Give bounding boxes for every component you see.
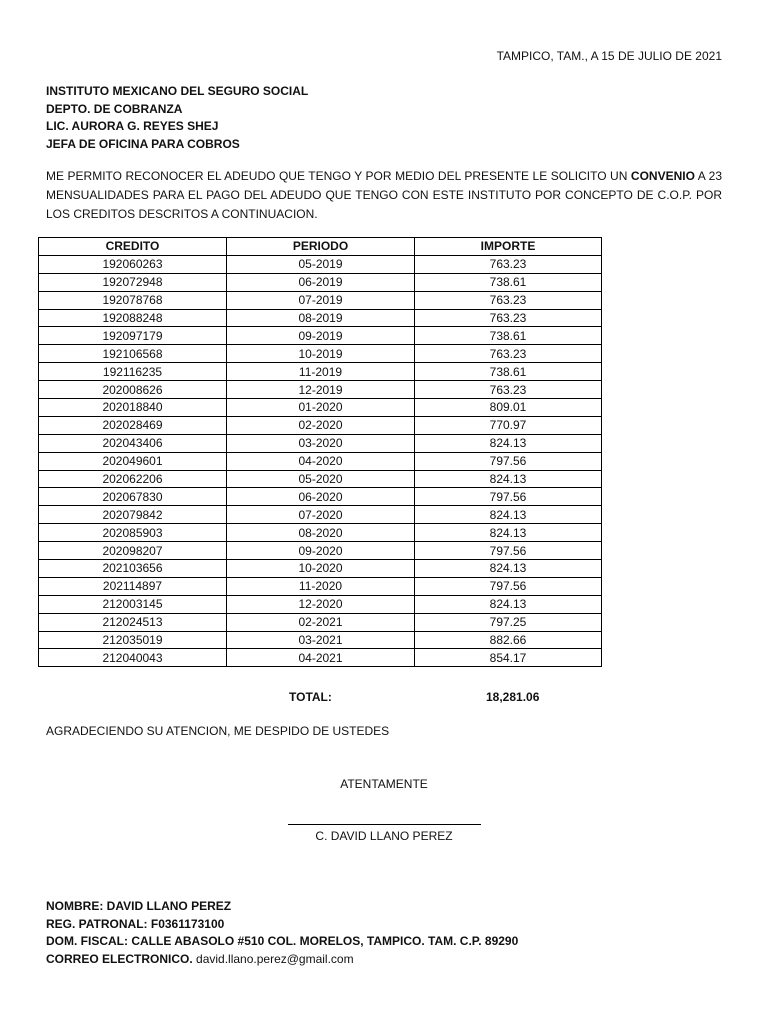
cell-periodo: 07-2020: [227, 506, 415, 524]
cell-importe: 824.13: [415, 524, 602, 542]
footer-dom-fiscal: DOM. FISCAL: CALLE ABASOLO #510 COL. MORELOS, TAMPICO. TAM. C.P. 89290: [46, 934, 519, 948]
cell-importe: 797.56: [415, 577, 602, 595]
table-row: [39, 524, 602, 542]
cell-importe: 738.61: [415, 327, 602, 345]
credits-table: [38, 237, 602, 667]
table-row: [39, 291, 602, 309]
table-row: [39, 542, 602, 560]
cell-importe: 797.56: [415, 488, 602, 506]
table-row: [39, 506, 602, 524]
table-row: [39, 434, 602, 452]
addressee-line: LIC. AURORA G. REYES SHEJ: [46, 119, 219, 133]
cell-importe: 797.56: [415, 452, 602, 470]
footer-nombre: NOMBRE: DAVID LLANO PEREZ: [46, 899, 232, 913]
signer-name: C. DAVID LLANO PEREZ: [315, 829, 453, 843]
addressee-line: JEFA DE OFICINA PARA COBROS: [46, 136, 240, 151]
cell-importe: 809.01: [415, 399, 602, 417]
cell-importe: 797.25: [415, 613, 602, 631]
footer-correo: [46, 951, 518, 969]
cell-periodo: 05-2020: [227, 470, 415, 488]
cell-credito: 212040043: [39, 649, 227, 667]
table-row: [39, 488, 602, 506]
cell-importe: 824.13: [415, 470, 602, 488]
cell-periodo: 11-2019: [227, 363, 415, 381]
table-row: [39, 452, 602, 470]
table-row: [39, 255, 602, 273]
cell-periodo: 06-2019: [227, 273, 415, 291]
cell-importe: 763.23: [415, 309, 602, 327]
cell-periodo: 04-2021: [227, 649, 415, 667]
cell-periodo: 03-2020: [227, 434, 415, 452]
cell-periodo: 11-2020: [227, 577, 415, 595]
cell-periodo: 02-2021: [227, 613, 415, 631]
addressee-line: DEPTO. DE COBRANZA: [46, 101, 183, 116]
table-row: [39, 345, 602, 363]
table-row: [39, 327, 602, 345]
cell-credito: 212024513: [39, 613, 227, 631]
cell-periodo: 10-2019: [227, 345, 415, 363]
signature-line: [288, 824, 481, 825]
cell-credito: 192106568: [39, 345, 227, 363]
table-row: [39, 381, 602, 399]
table-row: [39, 363, 602, 381]
addressee-block: [46, 83, 308, 153]
cell-periodo: 12-2019: [227, 381, 415, 399]
salutation: ATENTAMENTE: [340, 777, 428, 791]
date-line: TAMPICO, TAM., A 15 DE JULIO DE 2021: [496, 49, 722, 63]
body-text-end: A 23 MENSUALIDADES PARA EL PAGO DEL ADEUDO QUE TENGO CON ESTE INSTITUTO POR CONCEPTO DE C.O.P. POR LOS CREDITOS DESCRITOS A CONTINUACION.: [46, 169, 723, 221]
table-row: [39, 470, 602, 488]
cell-credito: 202079842: [39, 506, 227, 524]
cell-importe: 770.97: [415, 416, 602, 434]
cell-importe: 738.61: [415, 273, 602, 291]
cell-periodo: 03-2021: [227, 631, 415, 649]
total-label: TOTAL:: [289, 690, 332, 704]
addressee-line: INSTITUTO MEXICANO DEL SEGURO SOCIAL: [46, 84, 309, 98]
cell-periodo: 06-2020: [227, 488, 415, 506]
total-value: 18,281.06: [486, 690, 540, 704]
cell-credito: 212003145: [39, 595, 227, 613]
cell-credito: 192078768: [39, 291, 227, 309]
table-row: [39, 649, 602, 667]
table-header-row: [39, 238, 602, 256]
cell-periodo: 05-2019: [227, 255, 415, 273]
footer-correo-label: CORREO ELECTRONICO.: [46, 951, 197, 966]
cell-importe: 824.13: [415, 434, 602, 452]
cell-periodo: 08-2019: [227, 309, 415, 327]
cell-importe: 763.23: [415, 345, 602, 363]
table-row: [39, 560, 602, 578]
cell-periodo: 02-2020: [227, 416, 415, 434]
cell-credito: 202049601: [39, 452, 227, 470]
cell-credito: 192088248: [39, 309, 227, 327]
column-header-importe: IMPORTE: [415, 238, 602, 256]
body-text-start: ME PERMITO RECONOCER EL ADEUDO QUE TENGO Y POR MEDIO DEL PRESENTE LE SOLICITO UN: [46, 169, 631, 183]
table-row: [39, 595, 602, 613]
cell-importe: 824.13: [415, 506, 602, 524]
table-row: [39, 399, 602, 417]
body-paragraph: [46, 167, 722, 224]
cell-credito: 202085903: [39, 524, 227, 542]
table-row: [39, 416, 602, 434]
cell-importe: 882.66: [415, 631, 602, 649]
cell-credito: 202018840: [39, 399, 227, 417]
footer-correo-value: david.llano.perez@gmail.com: [196, 951, 354, 966]
footer-reg-patronal: REG. PATRONAL: F0361173100: [46, 916, 225, 931]
cell-credito: 202067830: [39, 488, 227, 506]
cell-credito: 192097179: [39, 327, 227, 345]
cell-importe: 854.17: [415, 649, 602, 667]
cell-importe: 763.23: [415, 255, 602, 273]
cell-importe: 738.61: [415, 363, 602, 381]
cell-periodo: 01-2020: [227, 399, 415, 417]
footer-block: [46, 898, 518, 968]
table-row: [39, 309, 602, 327]
cell-credito: 192116235: [39, 363, 227, 381]
cell-periodo: 12-2020: [227, 595, 415, 613]
cell-periodo: 07-2019: [227, 291, 415, 309]
table-row: [39, 631, 602, 649]
body-text-bold: CONVENIO: [630, 169, 695, 183]
cell-periodo: 09-2020: [227, 542, 415, 560]
table-row: [39, 577, 602, 595]
cell-credito: 202114897: [39, 577, 227, 595]
cell-periodo: 04-2020: [227, 452, 415, 470]
cell-credito: 192060263: [39, 255, 227, 273]
cell-credito: 192072948: [39, 273, 227, 291]
closing-line: AGRADECIENDO SU ATENCION, ME DESPIDO DE USTEDES: [46, 724, 390, 738]
column-header-credito: CREDITO: [39, 238, 227, 256]
cell-credito: 202043406: [39, 434, 227, 452]
cell-importe: 824.13: [415, 595, 602, 613]
cell-periodo: 09-2019: [227, 327, 415, 345]
cell-importe: 824.13: [415, 560, 602, 578]
cell-credito: 202098207: [39, 542, 227, 560]
cell-credito: 202008626: [39, 381, 227, 399]
cell-importe: 797.56: [415, 542, 602, 560]
cell-credito: 202062206: [39, 470, 227, 488]
cell-credito: 202028469: [39, 416, 227, 434]
table-row: [39, 273, 602, 291]
cell-periodo: 10-2020: [227, 560, 415, 578]
column-header-periodo: PERIODO: [227, 238, 415, 256]
table-row: [39, 613, 602, 631]
cell-periodo: 08-2020: [227, 524, 415, 542]
cell-credito: 212035019: [39, 631, 227, 649]
cell-importe: 763.23: [415, 381, 602, 399]
cell-importe: 763.23: [415, 291, 602, 309]
cell-credito: 202103656: [39, 560, 227, 578]
